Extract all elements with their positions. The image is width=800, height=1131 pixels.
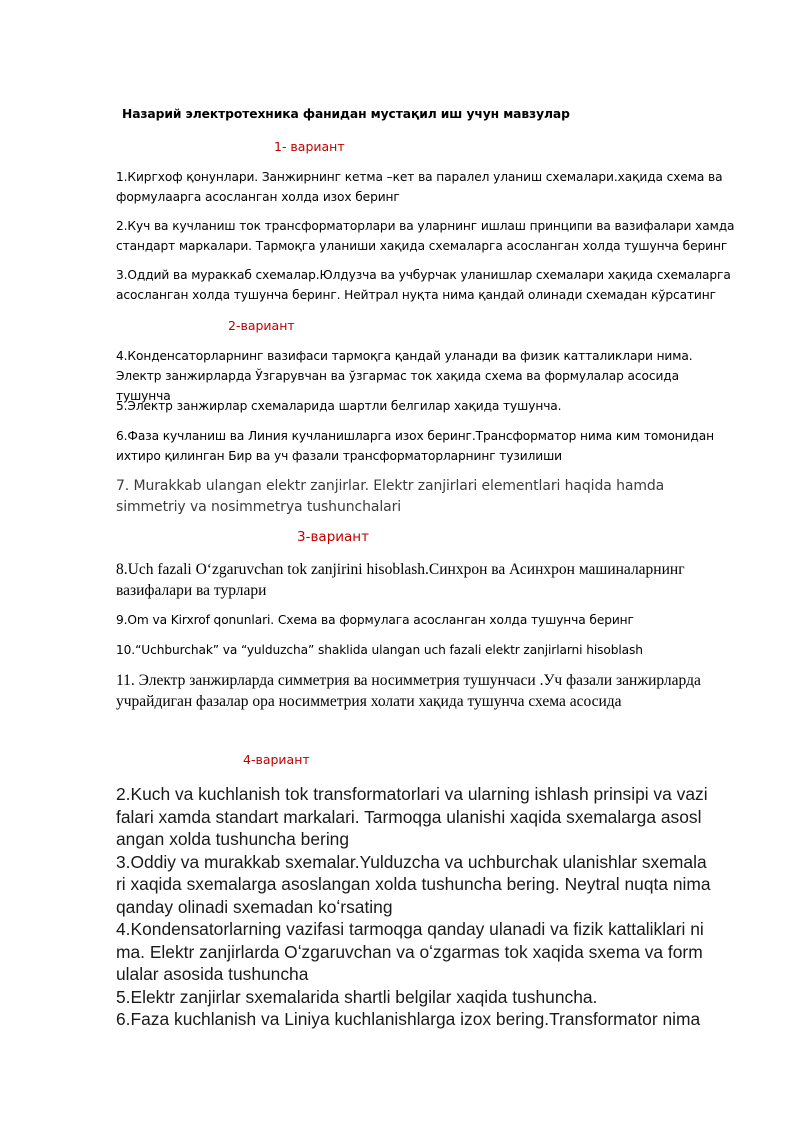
variant-4-line: 4.Kondensatorlarning vazifasi tarmoqga qanday ulanadi va fizik kattaliklari ni bbox=[116, 919, 704, 939]
topic-1: 1.Киргхоф қонунлари. Занжирнинг кетма –кет ва паралел уланиш схемалари.хақида схема ва формулаарга асосланган холда изох беринг bbox=[116, 170, 723, 204]
topic-7: 7. Murakkab ulangan elektr zanjirlar. Elektr zanjirlari elementlari haqida hamda simmetriy va nosimmetrya tushunchalari bbox=[116, 478, 665, 515]
variant-4-line: 5.Elektr zanjirlar sxemalarida shartli belgilar xaqida tushuncha. bbox=[116, 986, 598, 1007]
variant-2-heading: 2-вариант bbox=[228, 318, 295, 333]
variant-4-line: 6.Faza kuchlanish va Liniya kuchlanishlarga izox bering.Transformator nima bbox=[116, 1009, 701, 1029]
topic-9: 9.Om va Kirxrof qonunlari. Схема ва формулага асосланган холда тушунча беринг bbox=[116, 613, 634, 627]
topic-6: 6.Фаза кучланиш ва Линия кучланишларга изох беринг.Трансформатор нима ким томонидан ихтиро қилинган Бир ва уч фазали трансформаторларнинг тузилиши bbox=[116, 429, 714, 463]
variant-4-line: 2.Kuch va kuchlanish tok transformatorlari va ularning ishlash prinsipi va vazi bbox=[116, 784, 708, 804]
topic-10: 10.“Uchburchak” va “yulduzcha” shaklida ulangan uch fazali elektr zanjirlarni hisoblash bbox=[116, 643, 643, 657]
variant-4-line: ri xaqida sxemalarga asoslangan xolda tushuncha bering. Neytral nuqta nima bbox=[116, 874, 711, 894]
variant-4-line: 3.Oddiy va murakkab sxemalar.Yulduzcha va uchburchak ulanishlar sxemala bbox=[116, 851, 707, 872]
variant-4-line: ulalar asosida tushuncha bbox=[116, 964, 309, 984]
variant-4-line: falari xamda standart markalari. Tarmoqga ulanishi xaqida sxemalarga asosl bbox=[116, 806, 702, 827]
topic-11: 11. Электр занжирларда симметрия ва носимметрия тушунчаси .Уч фазали занжирларда учрайдиган фазалар ора носимметрия холати хақида тушунча схема асосида bbox=[116, 672, 701, 710]
topic-4: 4.Конденсаторларнинг вазифаси тармоқга қандай уланади ва физик катталиклари нима. Электр занжирларда Ўзгарувчан ва ўзгармас ток хақида схема ва формулалар асосида тушунча bbox=[116, 349, 693, 403]
variant-1-heading: 1- вариант bbox=[274, 139, 345, 154]
variant-4-line: ma. Elektr zanjirlarda Oʻzgaruvchan va oʻzgarmas tok xaqida sxema va form bbox=[116, 941, 703, 962]
document-title: Назарий электротехника фанидан мустақил иш учун мавзулар bbox=[122, 107, 570, 121]
variant-3-heading: 3-вариант bbox=[297, 529, 369, 545]
topic-2: 2.Куч ва кучланиш ток трансформаторлари ва уларнинг ишлаш принципи ва вазифалари хамда стандарт маркалари. Тармоқга уланиши хақида схемаларга асосланган холда тушунча беринг bbox=[116, 219, 735, 253]
topic-3: 3.Оддий ва мураккаб схемалар.Юлдузча ва учбурчак уланишлар схемалари хақида схемаларга асосланган холда тушунча беринг. Нейтрал нуқта нима қандай олинади схемадан кўрсатинг bbox=[116, 268, 731, 302]
topic-8: 8.Uch fazali Oʻzgaruvchan tok zanjirini hisoblash.Синхрон ва Асинхрон машиналарнинг вазифалари ва турлари bbox=[116, 561, 685, 599]
variant-4-line: angan xolda tushuncha bering bbox=[116, 829, 350, 849]
variant-4-body bbox=[116, 783, 746, 1031]
variant-4-heading: 4-вариант bbox=[243, 752, 310, 767]
variant-4-line: qanday olinadi sxemadan koʻrsating bbox=[116, 896, 393, 917]
topic-5: 5.Электр занжирлар схемаларида шартли белгилар хақида тушунча. bbox=[116, 399, 562, 413]
